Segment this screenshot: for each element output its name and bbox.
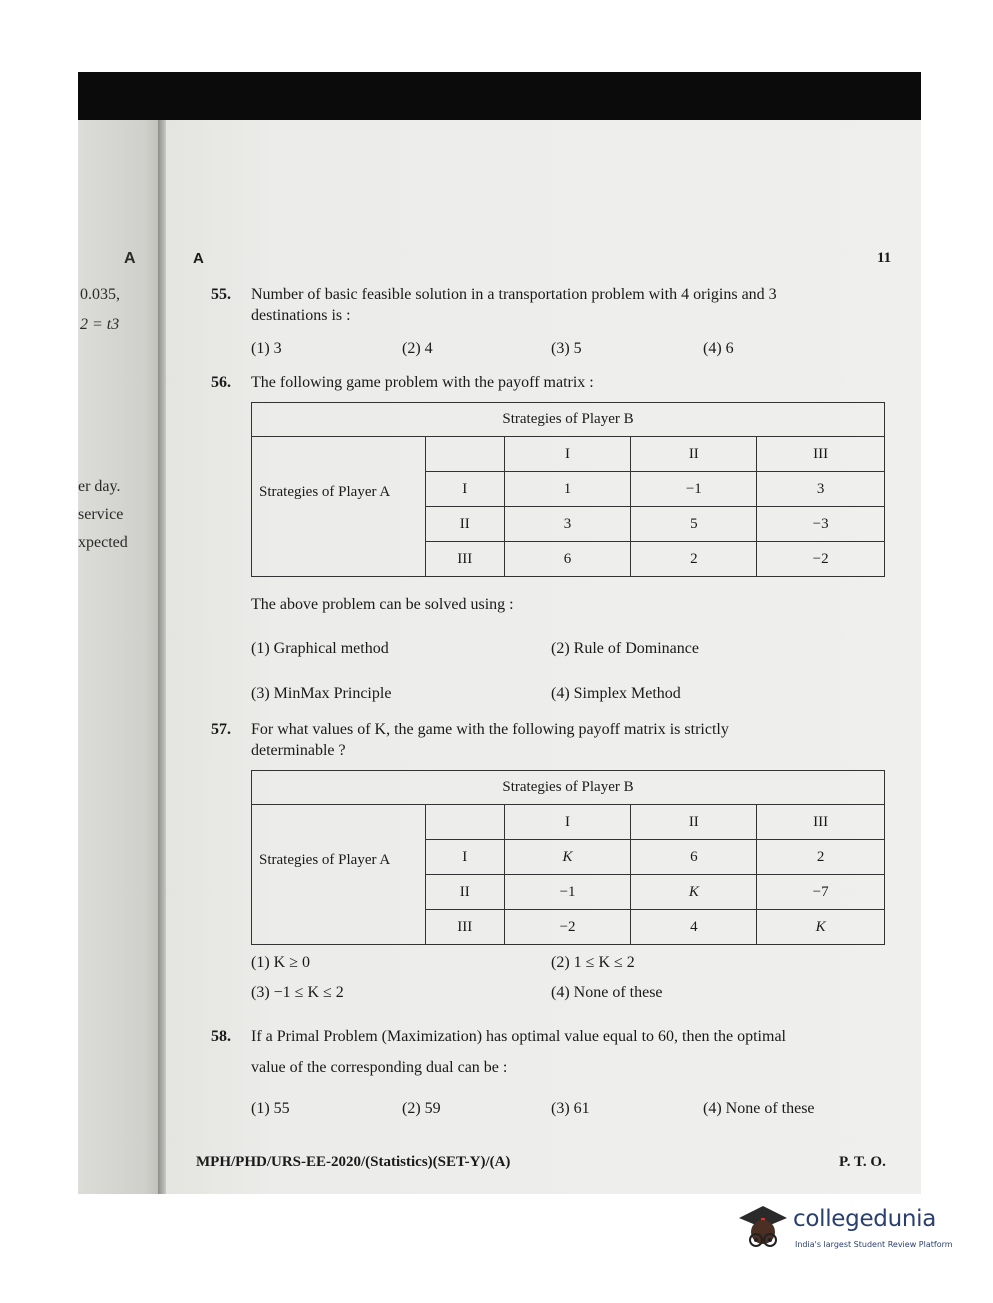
option: (1) K ≥ 0 <box>251 954 310 971</box>
row-header: I <box>425 472 504 507</box>
left-fragment: service <box>78 506 124 523</box>
exam-page <box>166 120 921 1194</box>
question-number: 55. <box>211 286 231 303</box>
row-header: II <box>425 507 504 542</box>
page-number: 11 <box>877 250 892 266</box>
question-text: determinable ? <box>251 742 346 759</box>
option: (4) None of these <box>703 1100 815 1117</box>
question-number: 56. <box>211 374 231 391</box>
option: (2) Rule of Dominance <box>551 640 699 657</box>
payoff-cell: −1 <box>631 472 757 507</box>
option: (4) None of these <box>551 984 663 1001</box>
row-header: II <box>425 875 504 910</box>
previous-page-edge <box>78 120 162 1194</box>
book-gutter <box>158 120 166 1194</box>
payoff-cell: −2 <box>757 542 885 577</box>
payoff-cell: 3 <box>757 472 885 507</box>
collegedunia-watermark <box>735 1200 965 1260</box>
row-header: III <box>425 542 504 577</box>
payoff-cell: −3 <box>757 507 885 542</box>
scanned-page <box>78 72 921 1194</box>
corner-cell <box>425 805 504 840</box>
player-b-header: Strategies of Player B <box>252 403 885 437</box>
payoff-cell: K <box>504 840 631 875</box>
option: (3) MinMax Principle <box>251 685 392 702</box>
left-fragment: xpected <box>78 534 128 551</box>
brand-name: collegedunia <box>793 1206 937 1232</box>
option: (3) 5 <box>551 340 582 357</box>
left-page-letter: A <box>124 250 136 267</box>
brand-tagline: India's largest Student Review Platform <box>795 1240 953 1249</box>
payoff-cell: 1 <box>504 472 631 507</box>
row-header: I <box>425 840 504 875</box>
pto-label: P. T. O. <box>839 1154 886 1170</box>
payoff-cell: 3 <box>504 507 631 542</box>
option: (4) 6 <box>703 340 734 357</box>
question-text: For what values of K, the game with the following payoff matrix is strictly <box>251 721 729 738</box>
column-header: III <box>757 437 885 472</box>
payoff-cell: 2 <box>757 840 885 875</box>
payoff-cell: −7 <box>757 875 885 910</box>
set-letter: A <box>193 250 204 267</box>
option: (1) 3 <box>251 340 282 357</box>
option: (3) −1 ≤ K ≤ 2 <box>251 984 344 1001</box>
payoff-cell: −2 <box>504 910 631 945</box>
question-number: 57. <box>211 721 231 738</box>
scan-top-dark-band <box>78 72 921 120</box>
payoff-matrix <box>251 402 885 577</box>
option: (1) 55 <box>251 1100 290 1117</box>
payoff-cell: −1 <box>504 875 631 910</box>
option: (2) 59 <box>402 1100 441 1117</box>
column-header: I <box>504 805 631 840</box>
left-fragment: 0.035, <box>80 286 120 303</box>
question-text: Number of basic feasible solution in a transportation problem with 4 origins and 3 <box>251 286 777 303</box>
player-a-label: Strategies of Player A <box>252 805 426 945</box>
payoff-cell: K <box>631 875 757 910</box>
payoff-cell: 4 <box>631 910 757 945</box>
option: (3) 61 <box>551 1100 590 1117</box>
payoff-cell: 5 <box>631 507 757 542</box>
column-header: III <box>757 805 885 840</box>
payoff-cell: K <box>757 910 885 945</box>
question-followup: The above problem can be solved using : <box>251 596 514 613</box>
column-header: II <box>631 805 757 840</box>
column-header: II <box>631 437 757 472</box>
payoff-cell: 6 <box>504 542 631 577</box>
corner-cell <box>425 437 504 472</box>
question-text: The following game problem with the payoff matrix : <box>251 374 594 391</box>
left-fragment: 2 = t3 <box>80 316 120 333</box>
option: (2) 4 <box>402 340 433 357</box>
payoff-matrix <box>251 770 885 945</box>
column-header: I <box>504 437 631 472</box>
option: (1) Graphical method <box>251 640 389 657</box>
player-b-header: Strategies of Player B <box>252 771 885 805</box>
left-fragment: er day. <box>78 478 121 495</box>
payoff-cell: 2 <box>631 542 757 577</box>
question-text: value of the corresponding dual can be : <box>251 1059 508 1076</box>
option: (2) 1 ≤ K ≤ 2 <box>551 954 635 971</box>
option: (4) Simplex Method <box>551 685 681 702</box>
player-a-label: Strategies of Player A <box>252 437 426 577</box>
graduate-mascot-icon <box>735 1200 791 1256</box>
question-number: 58. <box>211 1028 231 1045</box>
paper-code: MPH/PHD/URS-EE-2020/(Statistics)(SET-Y)/(A) <box>196 1154 511 1170</box>
payoff-cell: 6 <box>631 840 757 875</box>
question-text: destinations is : <box>251 307 351 324</box>
question-text: If a Primal Problem (Maximization) has optimal value equal to 60, then the optimal <box>251 1028 786 1045</box>
row-header: III <box>425 910 504 945</box>
